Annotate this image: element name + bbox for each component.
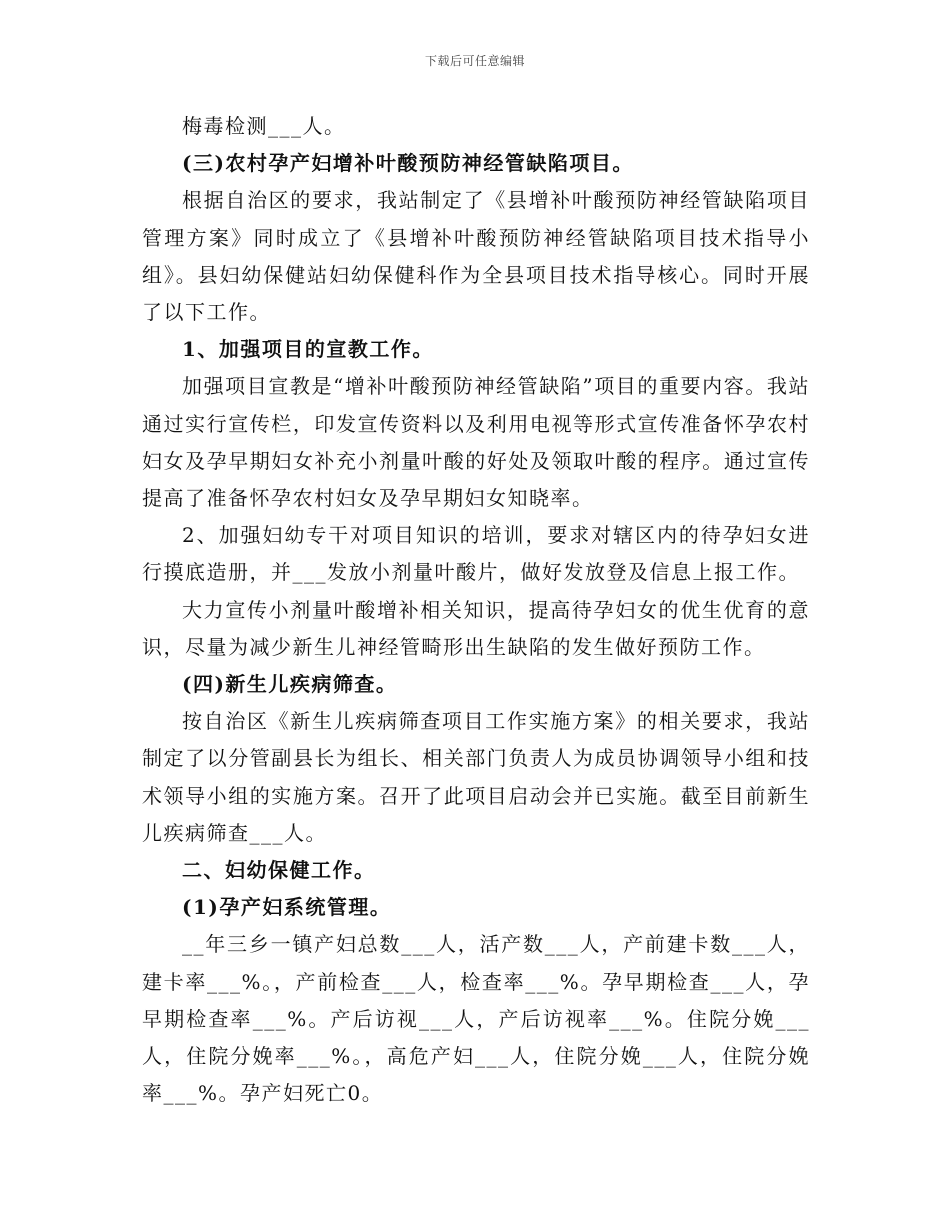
paragraph: __年三乡一镇产妇总数___人，活产数___人，产前建卡数___人，建卡率___%。，产前检查___人，检查率___%。孕早期检查___人，孕早期检查率___%。产后访视___人，产后访视率___%。住院分娩___人，住院分娩率___%。，高危产妇___人，住院分娩___人，住院分娩率___%。孕产妇死亡0。 — [142, 932, 810, 1106]
section-heading: 二、妇幼保健工作。 — [182, 858, 376, 883]
section-heading: (四)新生儿疾病筛查。 — [182, 672, 398, 697]
paragraph: 大力宣传小剂量叶酸增补相关知识，提高待孕妇女的优生优育的意识，尽量为减少新生儿神经管畸形出生缺陷的发生做好预防工作。 — [142, 597, 810, 659]
paragraph: 加强项目宣教是“增补叶酸预防神经管缺陷”项目的重要内容。我站通过实行宣传栏，印发宣传资料以及利用电视等形式宣传准备怀孕农村妇女及孕早期妇女补充小剂量叶酸的好处及领取叶酸的程序。通过宣传提高了准备怀孕农村妇女及孕早期妇女知晓率。 — [142, 374, 810, 511]
section-heading: 1、加强项目的宣教工作。 — [182, 337, 434, 362]
section-heading: (1)孕产妇系统管理。 — [182, 895, 392, 920]
paragraph: 根据自治区的要求，我站制定了《县增补叶酸预防神经管缺陷项目管理方案》同时成立了《县增补叶酸预防神经管缺陷项目技术指导小组》。县妇幼保健站妇幼保健科作为全县项目技术指导核心。同时开展了以下工作。 — [142, 188, 810, 325]
paragraph: 梅毒检测___人。 — [182, 114, 346, 138]
paragraph: 按自治区《新生儿疾病筛查项目工作实施方案》的相关要求，我站制定了以分管副县长为组长、相关部门负责人为成员协调领导小组和技术领导小组的实施方案。召开了此项目启动会并已实施。截至目前新生儿疾病筛查___人。 — [142, 709, 810, 845]
page-header-note: 下载后可任意编辑 — [424, 54, 525, 68]
section-heading: (三)农村孕产妇增补叶酸预防神经管缺陷项目。 — [182, 151, 634, 176]
paragraph: 2、加强妇幼专干对项目知识的培训，要求对辖区内的待孕妇女进行摸底造册，并___发放小剂量叶酸片，做好发放登及信息上报工作。 — [142, 523, 810, 585]
document-body — [142, 108, 810, 1112]
